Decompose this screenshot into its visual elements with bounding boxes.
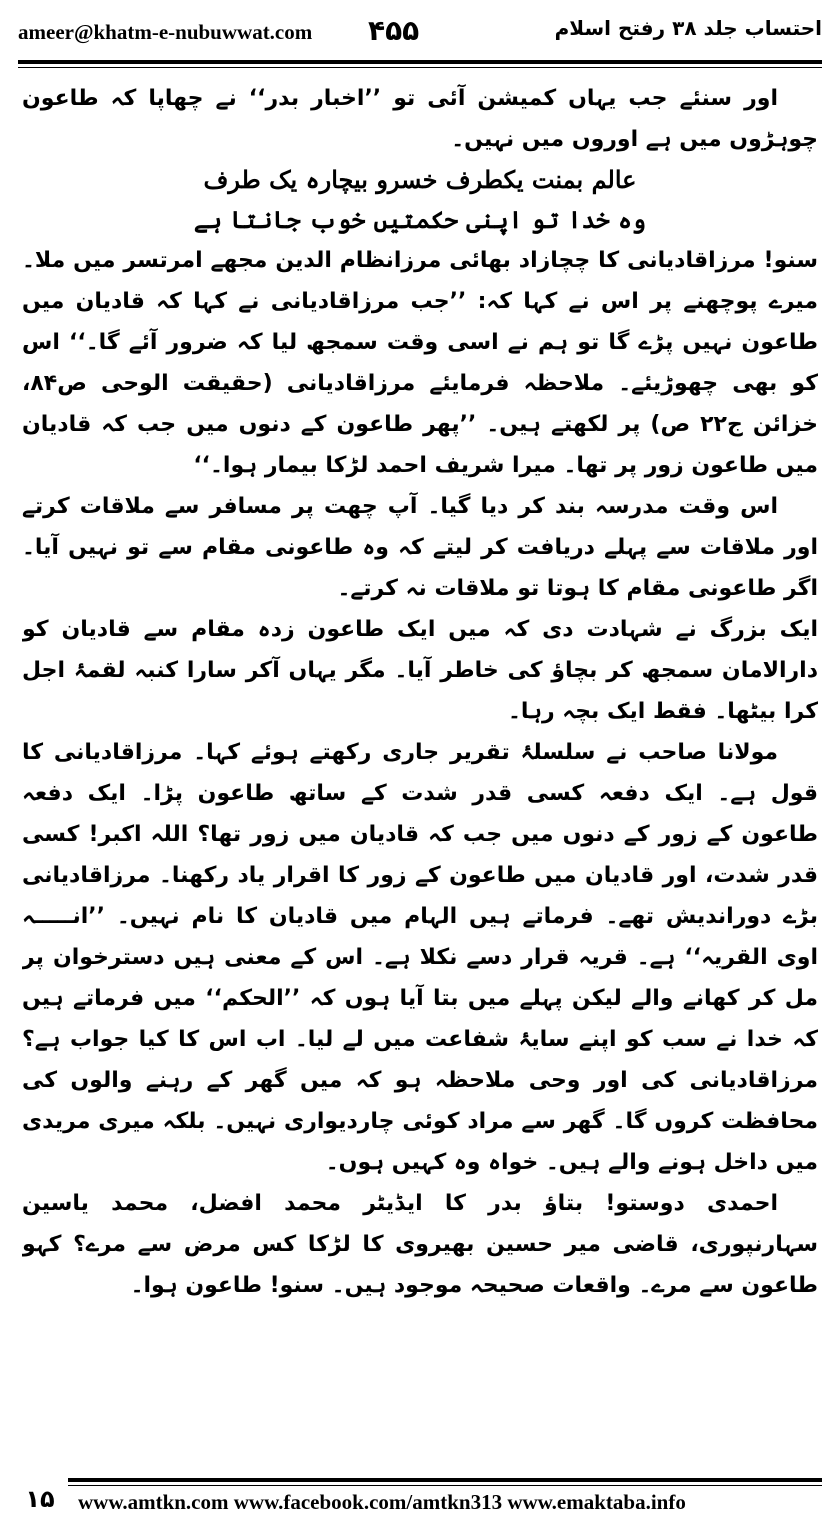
page-footer: [18, 1478, 822, 1524]
paragraph-6: احمدی دوستو! بتاؤ بدر کا ایڈیٹر محمد افضل، محمد یاسین سہارنپوری، قاضی میر حسین بھیروی کا لڑکا کس مرض سے مرے؟ کہو طاعون سے مرے۔ واقعات صحیحہ موجود ہیں۔ سنو! طاعون ہوا۔: [22, 1191, 818, 1298]
paragraph-3: اس وقت مدرسہ بند کر دیا گیا۔ آپ چھت پر مسافر سے ملاقات کرتے اور ملاقات سے پہلے دریافت کر لیتے کہ وہ طاعونی مقام سے تو نہیں آیا۔ اگر طاعونی مقام کا ہوتا تو ملاقات نہ کرتے۔: [22, 494, 818, 601]
paragraph-2: سنو! مرزاقادیانی کا چچازاد بھائی مرزانظام الدین مجھے امرتسر میں ملا۔ میرے پوچھنے پر اس نے کہا کہ: ’’جب مرزاقادیانی نے کہا کہ قادیان میں طاعون نہیں پڑے گا تو ہم نے اسی وقت سمجھ لیا کہ ضرور آئے گا۔‘‘ اس کو بھی چھوڑیئے۔ ملاحظہ فرمایئے مرزاقادیانی (حقیقت الوحی ص۸۴، خزائن ج۲۲ ص) پر لکھتے ہیں۔ ’’پھر طاعون کے دنوں میں جب کہ قادیان میں طاعون زور پر تھا۔ میرا شریف احمد لڑکا بیمار ہوا۔‘‘: [22, 248, 818, 478]
paragraph-1: اور سنئے جب یہاں کمیشن آئی تو ’’اخبار بدر‘‘ نے چھاپا کہ طاعون چوہڑوں میں ہے اوروں میں نہیں۔: [22, 86, 818, 152]
footer-links: www.amtkn.com www.facebook.com/amtkn313 www.emaktaba.info: [78, 1490, 686, 1514]
body-text: [22, 78, 818, 1463]
verse-line-2: وہ خدا تو اپنی حکمتیں خوب جانتا ہے: [193, 205, 647, 234]
footer-rule-thin: [68, 1485, 822, 1486]
header-rule-thick: [18, 60, 822, 64]
header-book-title: احتساب جلد ۳۸ رفتح اسلام: [554, 16, 822, 40]
paragraph-4: ایک بزرگ نے شہادت دی کہ میں ایک طاعون زدہ مقام سے قادیان کو دارالامان سمجھ کر بچاؤ کی خاطر آیا۔ مگر یہاں آکر سارا کنبہ لقمۂ اجل کرا بیٹھا۔ فقط ایک بچہ رہا۔: [22, 617, 818, 724]
footer-folio: ۱۵: [25, 1485, 55, 1513]
paragraph-5: مولانا صاحب نے سلسلۂ تقریر جاری رکھتے ہوئے کہا۔ مرزاقادیانی کا قول ہے۔ ایک دفعہ کسی قدر شدت کے ساتھ طاعون پڑا۔ ایک دفعہ طاعون کے زور کے دنوں میں جب کہ قادیان میں زور تھا؟ اللہ اکبر! کسی قدر شدت، اور قادیان میں طاعون کے زور کا اقرار یاد رکھنا۔ مرزاقادیانی بڑے دوراندیش تھے۔ فرماتے ہیں الہام میں قادیان کا نام نہیں۔ ’’انـــــہ اوی القریہ‘‘ ہے۔ قریہ قرار دسے نکلا ہے۔ اس کے معنی ہیں دسترخوان پر مل کر کھانے والے لیکن پہلے میں بتا آیا ہوں کہ ’’الحکم‘‘ میں فرماتے ہیں کہ خدا نے سب کو اپنے سایۂ شفاعت میں لے لیا۔ اب اس کا کیا جواب ہے؟ مرزاقادیانی کی اور وحی ملاحظہ ہو کہ میں گھر کے رہنے والوں کی محافظت کروں گا۔ گھر سے مراد کوئی چاردیواری نہیں۔ بلکہ میری مریدی میں داخل ہونے والے ہیں۔ خواہ وہ کہیں ہوں۔: [22, 740, 818, 1175]
footer-rule-thick: [68, 1478, 822, 1482]
header-page-number: ۴۵۵: [368, 14, 420, 47]
header-rule-thin: [18, 67, 822, 68]
verse-line-1: عالم بمنت یکطرف خسرو بیچارہ یک طرف: [203, 165, 637, 194]
page-header: [18, 14, 822, 56]
header-email: ameer@khatm-e-nubuwwat.com: [18, 20, 313, 44]
